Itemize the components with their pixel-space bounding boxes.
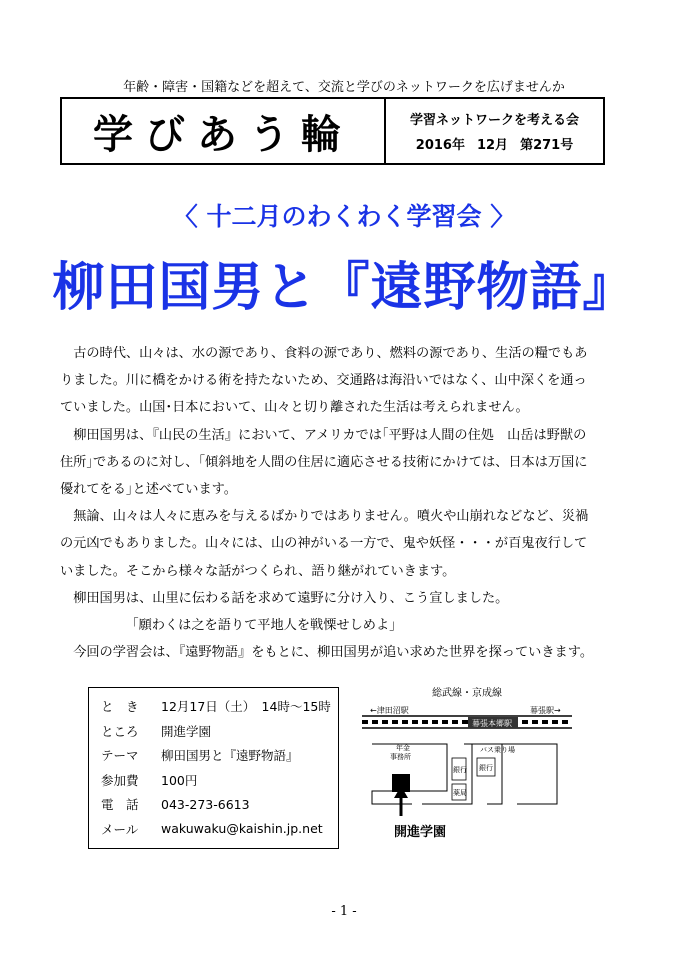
paragraph-line: ていました。山国･日本において、山々と切り離された生活は考えられません。 [60, 400, 529, 416]
east-station-label: 幕張駅→ [530, 706, 561, 715]
info-value: 柳田国男と『遠野物語』 [161, 748, 299, 764]
paragraph-line: 住所｣であるのに対し、｢傾斜地を人間の住居に適応させる技術にかけては、日本は万国に [60, 454, 588, 470]
west-station-label: ←津田沼駅 [370, 706, 409, 715]
access-map [352, 686, 582, 856]
info-label: と き [101, 699, 139, 715]
event-subtitle: 〈 十二月のわくわく学習会 〉 [172, 202, 516, 231]
paragraph-line: 今回の学習会は、『遠野物語』をもとに、柳田国男が追い求めた世界を探っていきます。 [73, 645, 594, 661]
issue-year: 2016年 [415, 138, 465, 153]
info-label: ところ [101, 723, 139, 739]
page-number: - 1 - [331, 904, 357, 919]
newsletter-title: 学びあう輪 [62, 99, 386, 163]
info-value: wakuwaku@kaishin.jp.net [161, 821, 323, 837]
info-row-date [101, 694, 338, 719]
school-label: 開進学園 [394, 825, 447, 840]
pension-office-label: 年金 [396, 744, 410, 752]
paragraph-line: 柳田国男は、『山民の生活』において、アメリカでは｢平野は人間の住処 山岳は野獣の [73, 427, 587, 443]
organization-name: 学習ネットワークを考える会 [409, 113, 579, 128]
info-value: 開進学園 [161, 723, 212, 739]
paragraph-line: 無論、山々は人々に恵みを与えるばかりではありません。噴火や山崩れなどなど、災禍 [73, 509, 589, 525]
event-title: 柳田国男と『遠野物語』 [52, 258, 636, 318]
bus-stop-label: バス乗り場 [480, 746, 515, 754]
info-label: メール [101, 821, 139, 837]
event-info-box [88, 687, 339, 849]
bank-label: 銀行 [453, 766, 467, 774]
info-row-phone [101, 792, 338, 817]
tagline: 年齢・障害・国籍などを超えて、交流と学びのネットワークを広げませんか [123, 80, 565, 95]
info-row-email [101, 817, 338, 842]
paragraph-line: の元凶でもありました。山々には、山の神がいる一方で、鬼や妖怪・・・が百鬼夜行して [60, 536, 588, 552]
paragraph-line: 古の時代、山々は、水の源であり、食料の源であり、燃料の源であり、生活の糧でもあ [73, 346, 588, 361]
bank-label: 銀行 [479, 764, 493, 772]
info-value: 100円 [161, 772, 198, 788]
masthead [60, 97, 605, 165]
info-value: 043-273-6613 [161, 796, 250, 812]
paragraph-line: 優れてをる｣と述べています。 [60, 482, 237, 498]
paragraph-line: いました。そこから様々な話がつくられ、語り継がれていきます。 [60, 563, 456, 579]
info-label: 参加費 [101, 772, 139, 788]
issue-month: 12月 [476, 138, 509, 153]
issue-line [410, 134, 579, 153]
info-value: 12月17日（土） 14時～15時 [161, 699, 331, 715]
issue-number: 第271号 [520, 138, 574, 153]
info-label: テーマ [101, 748, 139, 764]
info-label: 電 話 [101, 797, 139, 813]
info-row-fee [101, 768, 338, 793]
info-row-place [101, 719, 338, 744]
info-row-theme [101, 743, 338, 768]
quote-line: ｢願わくは之を語りて平地人を戦慄せしめよ｣ [132, 618, 396, 634]
paragraph-line: りました。川に橋をかける術を持たないため、交通路は海沿いではなく、山中深くを通っ [60, 373, 587, 389]
pension-office-label: 事務所 [390, 753, 411, 761]
railway-line-label: 総武線・京成線 [432, 688, 502, 699]
pharmacy-label: 薬局 [453, 789, 467, 797]
paragraph-line: 柳田国男は、山里に伝わる話を求めて遠野に分け入り、こう宣しました。 [73, 590, 509, 606]
article-body [60, 340, 632, 666]
station-label: 幕張本郷駅 [472, 719, 512, 728]
masthead-info [386, 99, 603, 163]
